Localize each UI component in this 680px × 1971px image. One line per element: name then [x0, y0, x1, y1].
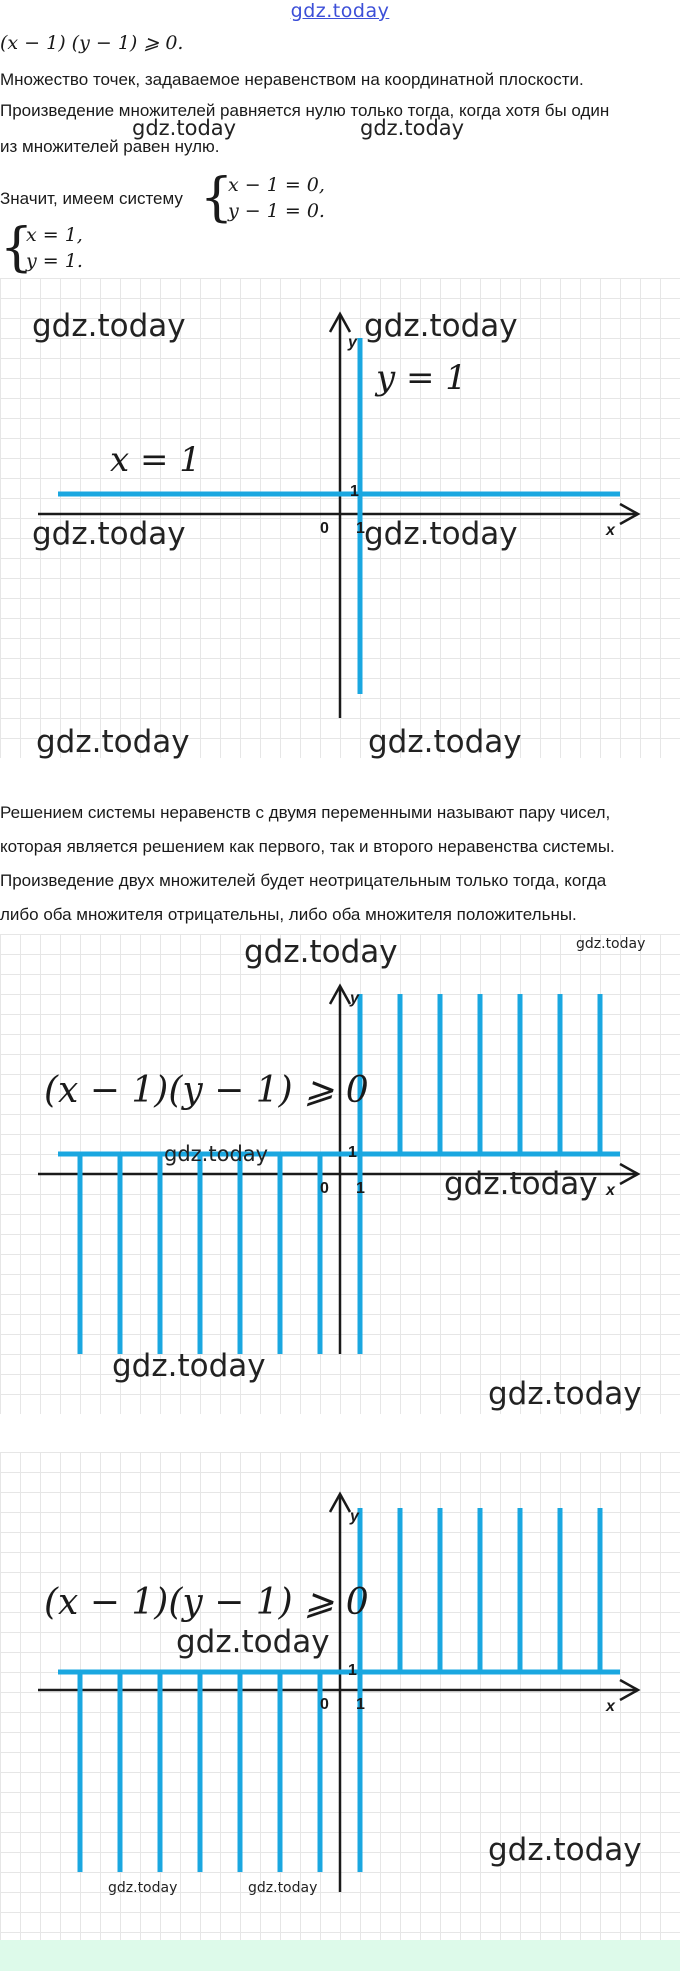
inequality-label: (x − 1)(y − 1) ⩾ 0 [44, 1582, 369, 1623]
explanation-line-3: Произведение двух множителей будет неотрицательным только тогда, когда [0, 871, 607, 890]
watermark-text: gdz.today [444, 1166, 598, 1202]
explanation-line-2: которая является решением как первого, так и второго неравенства системы. [0, 837, 615, 856]
tick-y-label: 1 [348, 1144, 357, 1161]
axis-y-label: y [350, 990, 359, 1007]
axis-x-label: x [606, 1698, 615, 1715]
watermark-text: gdz.today [364, 516, 518, 552]
axis-x-label: x [606, 522, 615, 539]
intro-line-3: из множителей равен нулю. [0, 137, 220, 156]
watermark-text: gdz.today [576, 936, 646, 952]
watermark-text: gdz.today [176, 1624, 330, 1660]
tick-x-label: 1 [356, 1696, 365, 1713]
system-eq-2: y − 1 = 0. [228, 200, 325, 222]
tick-y-label: 1 [348, 1662, 357, 1679]
explanation-line-1: Решением системы неравенств с двумя переменными называют пару чисел, [0, 803, 611, 822]
intro-inequality: (x − 1) (y − 1) ⩾ 0. [0, 32, 184, 54]
origin-label: 0 [320, 520, 329, 537]
tick-x-label: 1 [356, 1180, 365, 1197]
watermark-text: gdz.today [132, 116, 237, 140]
axis-x-label: x [606, 1182, 615, 1199]
watermark-text: gdz.today [244, 934, 398, 970]
watermark-text: gdz.today [108, 1880, 178, 1896]
system-brace: { [200, 168, 234, 228]
system-eq-1: x − 1 = 0, [228, 174, 325, 196]
watermark-text: gdz.today [112, 1348, 266, 1384]
explanation-line-4: либо оба множителя отрицательны, либо оба множителя положительны. [0, 905, 577, 924]
axis-y-label: y [348, 334, 357, 351]
label-x-line: x = 1 [110, 440, 201, 480]
label-y-line: y = 1 [376, 358, 467, 398]
site-link[interactable]: gdz.today [290, 0, 390, 22]
system-lead: Значит, имеем систему [0, 189, 183, 208]
watermark-text: gdz.today [248, 1880, 318, 1896]
watermark-text: gdz.today [488, 1376, 642, 1412]
watermark-text: gdz.today [32, 516, 186, 552]
watermark-text: gdz.today [360, 116, 465, 140]
axis-y-label: y [350, 1508, 359, 1525]
inequality-label: (x − 1)(y − 1) ⩾ 0 [44, 1070, 369, 1111]
intro-line-2: Произведение множителей равняется нулю только тогда, когда хотя бы один [0, 101, 610, 120]
watermark-text: gdz.today [368, 724, 522, 760]
result-eq-2: y = 1. [26, 250, 83, 272]
watermark-text: gdz.today [32, 308, 186, 344]
graph-1 [0, 278, 680, 758]
result-eq-1: x = 1, [26, 224, 83, 246]
result-brace: { [0, 218, 34, 278]
graph-3 [0, 1452, 680, 1940]
watermark-text: gdz.today [488, 1832, 642, 1868]
tick-y-label: 1 [350, 483, 359, 500]
tick-x-label: 1 [356, 520, 365, 537]
watermark-text: gdz.today [364, 308, 518, 344]
footer-band [0, 1940, 680, 1971]
origin-label: 0 [320, 1180, 329, 1197]
intro-line-1: Множество точек, задаваемое неравенством на координатной плоскости. [0, 70, 584, 89]
origin-label: 0 [320, 1696, 329, 1713]
watermark-text: gdz.today [36, 724, 190, 760]
graph-2 [0, 934, 680, 1414]
watermark-text: gdz.today [164, 1142, 269, 1166]
